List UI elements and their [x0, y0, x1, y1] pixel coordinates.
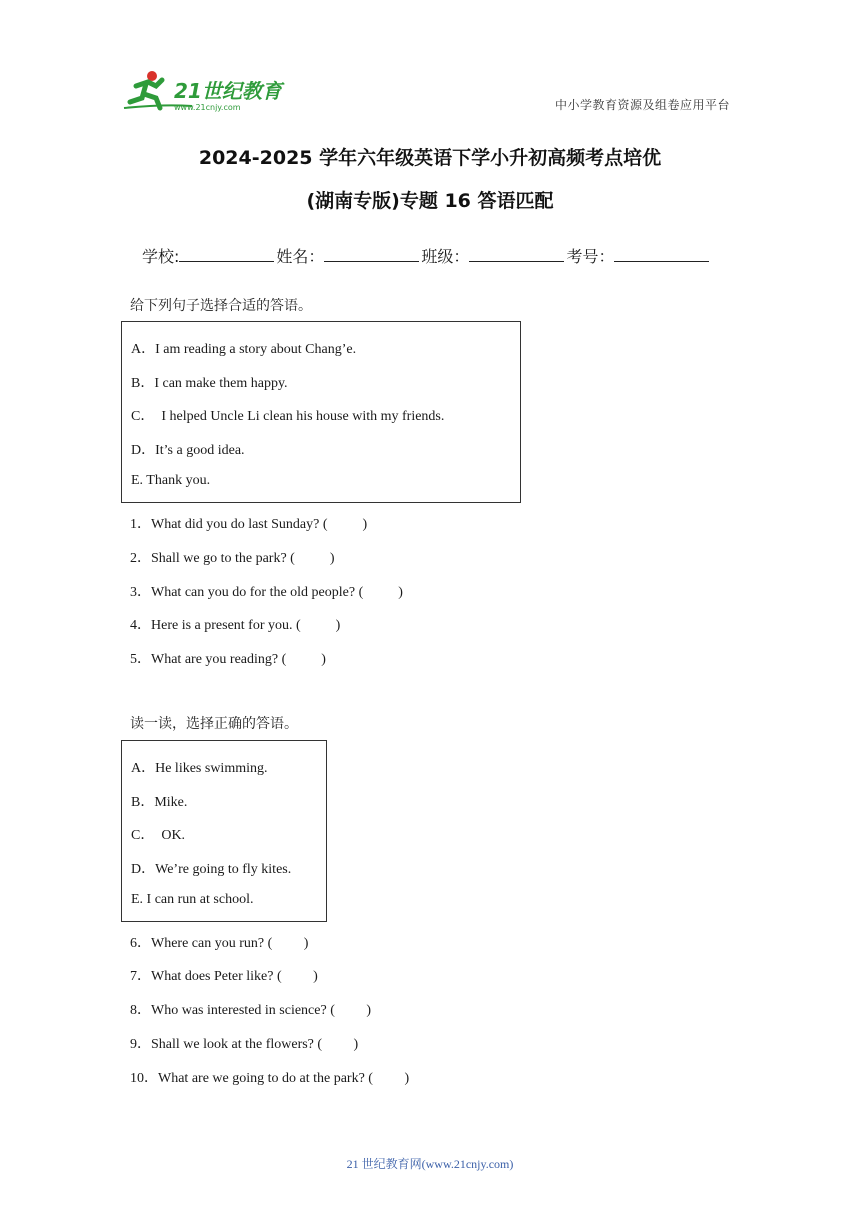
question-3: 3．What can you do for the old people? ( ): [130, 585, 403, 600]
svg-text:www.21cnjy.com: www.21cnjy.com: [174, 103, 241, 112]
class-blank[interactable]: [469, 247, 564, 262]
option-d: D．We’re going to fly kites.: [131, 862, 292, 877]
class-label: 班级：: [421, 247, 470, 266]
footer-link[interactable]: 21 世纪教育网(www.21cnjy.com): [346, 1157, 514, 1171]
question-4: 4．Here is a present for you. ( ): [130, 618, 341, 633]
section1-instruction: 给下列句子选择合适的答语。: [130, 298, 312, 314]
number-label: 考号：: [566, 247, 615, 266]
question-2: 2．Shall we go to the park? ( ): [130, 551, 335, 566]
question-5: 5．What are you reading? ( ): [130, 652, 326, 667]
option-d: D．It’s a good idea.: [131, 443, 245, 458]
school-label: 学校:: [142, 247, 180, 266]
option-c: C． OK.: [131, 828, 186, 843]
question-7: 7．What does Peter like? ( ): [130, 969, 318, 984]
student-info: [142, 244, 711, 267]
school-blank[interactable]: [179, 247, 274, 262]
option-b: B．I can make them happy.: [131, 376, 288, 391]
option-e: E. I can run at school.: [131, 892, 254, 907]
option-b: B．Mike.: [131, 795, 188, 810]
question-1: 1．What did you do last Sunday? ( ): [130, 517, 368, 532]
question-9: 9．Shall we look at the flowers? ( ): [130, 1037, 359, 1052]
logo-runner-icon: [122, 68, 292, 114]
section2-options-box: [121, 740, 327, 922]
question-6: 6．Where can you run? ( ): [130, 936, 309, 951]
question-8: 8．Who was interested in science? ( ): [130, 1003, 372, 1018]
option-a: A．I am reading a story about Chang’e.: [131, 342, 357, 357]
question-10: 10．What are we going to do at the park? ( ): [130, 1071, 410, 1086]
name-label: 姓名：: [276, 247, 325, 266]
platform-name: 中小学教育资源及组卷应用平台: [554, 98, 730, 112]
svg-text:21世纪教育: 21世纪教育: [174, 79, 282, 103]
page-title-line1: 2024-2025 学年六年级英语下学小升初高频考点培优: [198, 147, 662, 169]
option-c: C． I helped Uncle Li clean his house with my friends.: [131, 409, 445, 424]
option-a: A．He likes swimming.: [131, 761, 268, 776]
name-blank[interactable]: [324, 247, 419, 262]
section1-options-box: [121, 321, 521, 503]
page-title-line2: (湖南专版)专题 16 答语匹配: [306, 190, 554, 212]
section2-instruction: 读一读，选择正确的答语。: [130, 716, 298, 732]
number-blank[interactable]: [614, 247, 709, 262]
option-e: E. Thank you.: [131, 473, 211, 488]
logo: [122, 68, 292, 114]
